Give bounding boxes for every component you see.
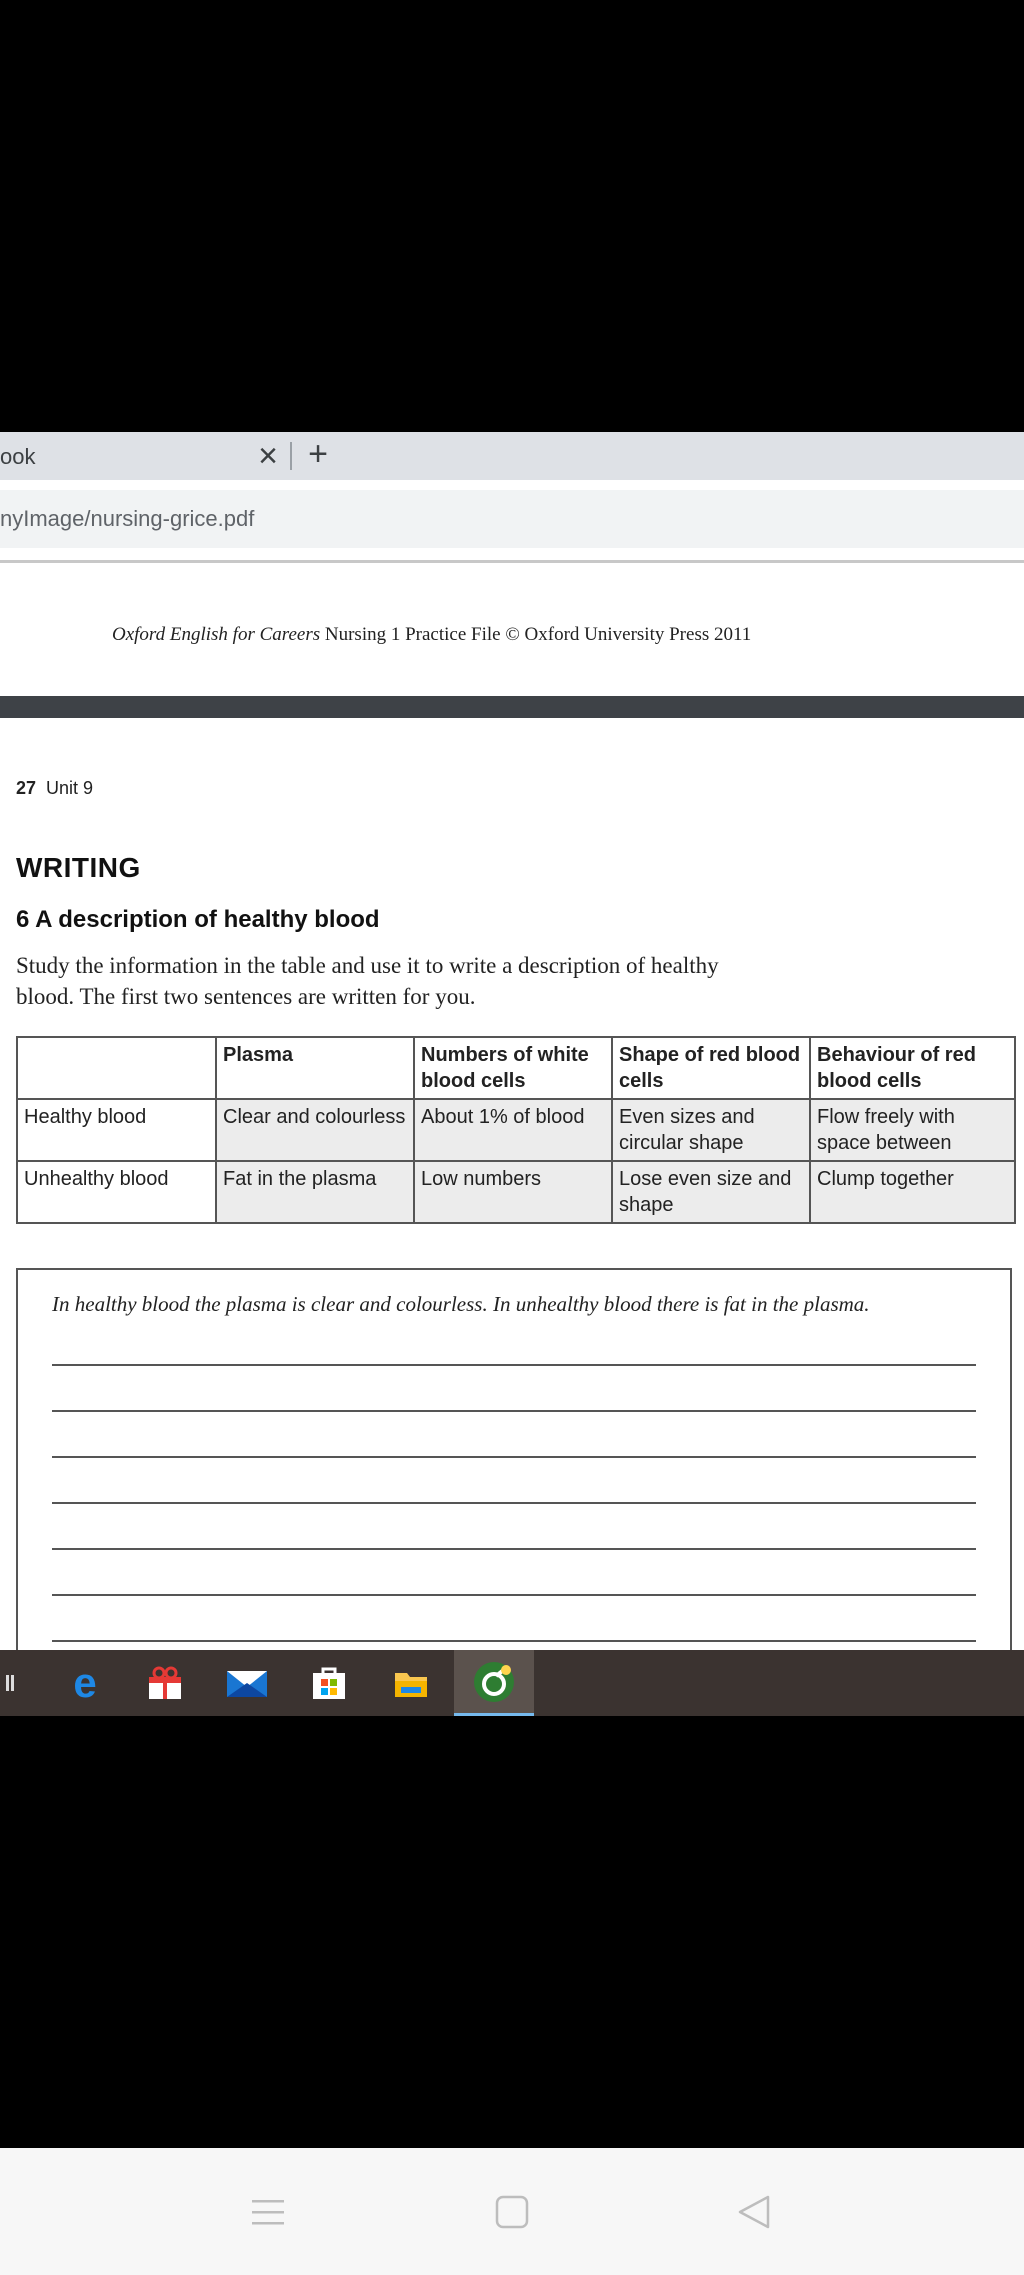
example-sentence: In healthy blood the plasma is clear and colourless. In unhealthy blood there is fat in the plasma. (52, 1292, 870, 1316)
task-view-icon[interactable] (0, 1650, 20, 1716)
page-number: 27 (16, 778, 37, 798)
table-cell: Unhealthy blood (17, 1161, 216, 1223)
table-header: Numbers of white blood cells (414, 1037, 612, 1099)
page-footer (112, 624, 751, 646)
table-cell: Lose even size and shape (612, 1161, 810, 1223)
table-cell: Healthy blood (17, 1099, 216, 1161)
page-header (16, 778, 93, 799)
writing-line (52, 1456, 976, 1458)
new-tab-icon[interactable]: + (308, 435, 328, 473)
table-row (17, 1161, 1015, 1223)
table-cell: Fat in the plasma (216, 1161, 414, 1223)
answer-box (16, 1268, 1012, 1650)
file-explorer-icon[interactable] (376, 1650, 446, 1716)
home-icon[interactable] (494, 2194, 530, 2230)
mail-icon[interactable] (212, 1650, 282, 1716)
footer-book-title: Oxford English for Careers (112, 624, 321, 645)
blood-table (16, 1036, 1016, 1224)
table-cell: Clear and colourless (216, 1099, 414, 1161)
writing-line (52, 1640, 976, 1642)
app-icon[interactable] (454, 1650, 534, 1716)
task-title: 6 A description of healthy blood (16, 906, 380, 933)
writing-line (52, 1548, 976, 1550)
svg-text:e: e (73, 1663, 97, 1703)
section-heading: WRITING (16, 852, 141, 883)
table-header: Plasma (216, 1037, 414, 1099)
recent-apps-icon[interactable] (250, 2194, 286, 2230)
table-header: Behaviour of red blood cells (810, 1037, 1015, 1099)
writing-line (52, 1364, 976, 1366)
table-cell: Flow freely with space between (810, 1099, 1015, 1161)
unit-label: Unit 9 (46, 778, 94, 798)
footer-copyright: Nursing 1 Practice File © Oxford University Press 2011 (320, 624, 752, 645)
tab-title[interactable]: ook (0, 444, 36, 469)
tab-bar (0, 432, 1024, 480)
table-cell: Low numbers (414, 1161, 612, 1223)
back-icon[interactable] (736, 2194, 772, 2230)
table-cell: Clump together (810, 1161, 1015, 1223)
page-gap (0, 696, 1024, 718)
table-header-row (17, 1037, 1015, 1099)
writing-line (52, 1410, 976, 1412)
table-cell: Even sizes and circular shape (612, 1099, 810, 1161)
table-header (17, 1037, 216, 1099)
table-cell: About 1% of blood (414, 1099, 612, 1161)
tab-separator (290, 442, 292, 470)
writing-line (52, 1594, 976, 1596)
table-header: Shape of red blood cells (612, 1037, 810, 1099)
task-instructions: Study the information in the table and use it to write a description of healthy blood. The first two sentences are written for you. (16, 953, 719, 1009)
table-row (17, 1099, 1015, 1161)
gift-icon[interactable] (130, 1650, 200, 1716)
store-icon[interactable] (294, 1650, 364, 1716)
edge-icon[interactable] (50, 1650, 120, 1716)
address-text[interactable]: nyImage/nursing-grice.pdf (0, 506, 255, 531)
close-tab-icon[interactable]: × (258, 437, 278, 475)
writing-line (52, 1502, 976, 1504)
